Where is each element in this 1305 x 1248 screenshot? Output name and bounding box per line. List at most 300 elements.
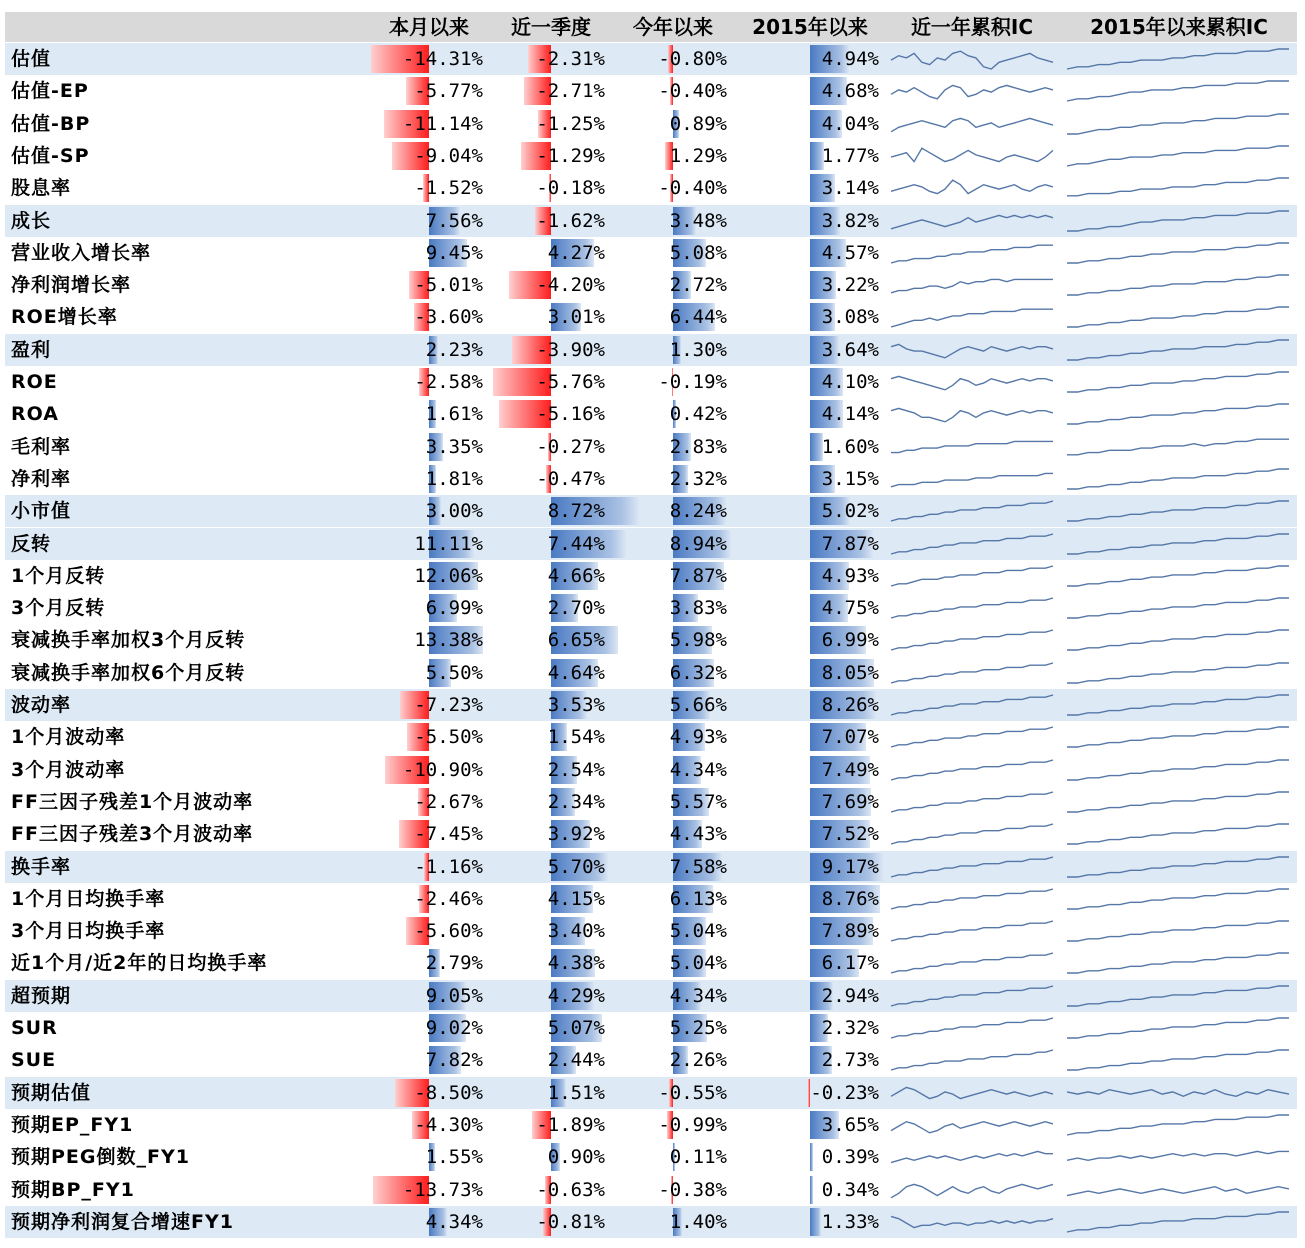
value-label: -0.27% — [536, 435, 605, 458]
ic-1y-sparkline — [889, 851, 1057, 883]
table-header — [5, 12, 1297, 42]
value-label: 7.87% — [821, 532, 879, 555]
value-cell — [615, 366, 731, 398]
value-cell — [615, 754, 731, 786]
value-label: -2.46% — [414, 887, 483, 910]
ic-1y-sparkline — [889, 301, 1057, 333]
value-cell — [493, 1174, 609, 1206]
ic-1y-sparkline — [889, 75, 1057, 107]
ic-1y-sparkline — [889, 947, 1057, 979]
value-label: -0.99% — [658, 1113, 727, 1136]
sparkline-series — [891, 51, 1053, 69]
value-cell — [493, 818, 609, 850]
table-row — [5, 1174, 1297, 1206]
value-cell — [737, 721, 883, 753]
value-cell — [371, 689, 487, 721]
table-row — [5, 818, 1297, 850]
sparkline-series — [1067, 275, 1289, 295]
value-cell — [493, 1141, 609, 1173]
header-ic-since-2015: 2015年以来累积IC — [1090, 15, 1268, 39]
ic-1y-sparkline — [889, 592, 1057, 624]
sparkline-series — [891, 1122, 1053, 1133]
sparkline-series — [1067, 146, 1289, 166]
ic-1y-sparkline — [889, 398, 1057, 430]
value-label: -0.40% — [658, 80, 727, 103]
table-row — [5, 1044, 1297, 1076]
value-label: -13.73% — [402, 1178, 483, 1201]
value-label: -0.55% — [658, 1081, 727, 1104]
sparkline-series — [891, 473, 1053, 486]
value-label: -1.25% — [536, 112, 605, 135]
ic-1y-sparkline — [889, 1044, 1057, 1076]
factor-name: 3个月日均换手率 — [11, 920, 166, 943]
value-label: 8.24% — [669, 500, 727, 523]
value-label: 1.77% — [821, 144, 879, 167]
ic-1y-sparkline — [889, 818, 1057, 850]
value-label: -0.63% — [536, 1178, 605, 1201]
ic-since-2015-sparkline — [1065, 657, 1293, 689]
sparkline-series — [891, 1216, 1053, 1227]
value-label: 1.60% — [821, 435, 879, 458]
factor-name: 小市值 — [11, 500, 72, 523]
value-label: 0.89% — [669, 112, 727, 135]
ic-since-2015-sparkline — [1065, 43, 1293, 75]
value-label: 4.34% — [425, 1210, 483, 1233]
sparkline-series — [1067, 953, 1289, 973]
sparkline-series — [1067, 1212, 1289, 1232]
value-cell — [737, 1012, 883, 1044]
value-cell — [737, 560, 883, 592]
value-label: 7.07% — [821, 726, 879, 749]
sparkline-series — [1067, 1089, 1289, 1096]
value-cell — [737, 398, 883, 430]
ic-1y-sparkline — [889, 205, 1057, 237]
sparkline-series — [891, 663, 1053, 683]
ic-1y-sparkline — [889, 1206, 1057, 1238]
value-cell — [615, 883, 731, 915]
value-cell — [493, 237, 609, 269]
value-cell — [737, 528, 883, 560]
value-cell — [371, 366, 487, 398]
value-cell — [493, 108, 609, 140]
value-cell — [737, 269, 883, 301]
value-cell — [371, 592, 487, 624]
value-cell — [615, 851, 731, 883]
value-cell — [737, 334, 883, 366]
ic-since-2015-sparkline — [1065, 463, 1293, 495]
value-cell — [737, 689, 883, 721]
ic-1y-sparkline — [889, 43, 1057, 75]
sparkline-series — [891, 857, 1053, 877]
value-cell — [493, 560, 609, 592]
value-label: -0.80% — [658, 48, 727, 70]
value-cell — [737, 495, 883, 527]
table-row — [5, 592, 1297, 624]
value-cell — [615, 689, 731, 721]
value-cell — [493, 269, 609, 301]
value-cell — [371, 851, 487, 883]
value-label: 2.32% — [821, 1017, 879, 1039]
value-label: 3.08% — [821, 306, 879, 329]
table-row — [5, 1141, 1297, 1173]
factor-name: 净利率 — [11, 467, 72, 490]
value-cell — [615, 721, 731, 753]
sparkline-series — [1067, 81, 1289, 101]
value-label: 0.90% — [547, 1146, 605, 1169]
value-cell — [371, 1077, 487, 1109]
sparkline-series — [1067, 1018, 1289, 1038]
value-label: -3.90% — [536, 338, 605, 361]
value-label: 2.34% — [547, 790, 605, 813]
value-cell — [371, 463, 487, 495]
factor-name: 3个月反转 — [11, 597, 106, 620]
ic-since-2015-sparkline — [1065, 172, 1293, 204]
sparkline-series — [1067, 211, 1289, 231]
value-label: 5.57% — [669, 790, 727, 813]
value-cell — [737, 851, 883, 883]
value-label: 4.66% — [547, 564, 605, 587]
value-label: 7.82% — [425, 1049, 483, 1072]
value-label: 9.17% — [821, 855, 879, 878]
value-label: -4.30% — [414, 1113, 483, 1136]
value-cell — [493, 980, 609, 1012]
sparkline-series — [891, 792, 1053, 812]
ic-since-2015-sparkline — [1065, 398, 1293, 430]
value-cell — [371, 1109, 487, 1141]
table-row — [5, 205, 1297, 237]
ic-since-2015-sparkline — [1065, 883, 1293, 915]
value-cell — [371, 883, 487, 915]
table-row — [5, 1206, 1297, 1238]
sparkline-series — [891, 409, 1053, 422]
value-label: -14.31% — [402, 48, 483, 70]
ic-1y-sparkline — [889, 366, 1057, 398]
sparkline-series — [891, 566, 1053, 586]
ic-1y-sparkline — [889, 334, 1057, 366]
value-label: 2.72% — [669, 274, 727, 297]
value-cell — [371, 947, 487, 979]
value-label: 1.29% — [669, 144, 727, 167]
ic-1y-sparkline — [889, 657, 1057, 689]
value-label: 4.15% — [547, 887, 605, 910]
value-label: -0.23% — [810, 1081, 879, 1104]
value-label: 12.06% — [414, 564, 483, 587]
ic-1y-sparkline — [889, 495, 1057, 527]
sparkline-series — [1067, 695, 1289, 715]
value-label: 2.94% — [821, 984, 879, 1007]
ic-1y-sparkline — [889, 883, 1057, 915]
value-label: 7.58% — [669, 855, 727, 878]
value-label: 7.44% — [547, 532, 605, 555]
value-label: 13.38% — [414, 629, 483, 652]
sparkline-series — [1067, 857, 1289, 877]
value-cell — [371, 1044, 487, 1076]
sparkline-series — [1067, 340, 1289, 360]
table-row — [5, 334, 1297, 366]
value-cell — [371, 721, 487, 753]
sparkline-series — [1067, 1152, 1289, 1161]
ic-1y-sparkline — [889, 1174, 1057, 1206]
table-row — [5, 657, 1297, 689]
value-cell — [615, 560, 731, 592]
factor-name: 1个月波动率 — [11, 726, 126, 749]
value-cell — [493, 754, 609, 786]
value-label: 4.64% — [547, 661, 605, 684]
value-label: 6.17% — [821, 952, 879, 975]
value-cell — [615, 495, 731, 527]
ic-1y-sparkline — [889, 172, 1057, 204]
value-cell — [371, 334, 487, 366]
ic-1y-sparkline — [889, 786, 1057, 818]
value-cell — [371, 140, 487, 172]
ic-since-2015-sparkline — [1065, 721, 1293, 753]
value-label: 1.54% — [547, 726, 605, 749]
value-label: 3.48% — [669, 209, 727, 232]
value-label: 4.38% — [547, 952, 605, 975]
value-cell — [493, 592, 609, 624]
value-label: -5.16% — [536, 403, 605, 426]
ic-1y-sparkline — [889, 721, 1057, 753]
sparkline-series — [1067, 986, 1289, 1006]
sparkline-series — [891, 215, 1053, 228]
positive-bar — [810, 1143, 813, 1171]
value-cell — [371, 915, 487, 947]
ic-since-2015-sparkline — [1065, 528, 1293, 560]
value-cell — [493, 495, 609, 527]
value-label: 7.87% — [669, 564, 727, 587]
factor-name: SUR — [11, 1017, 58, 1039]
value-cell — [737, 915, 883, 947]
value-cell — [493, 463, 609, 495]
factor-name: 预期EP_FY1 — [11, 1113, 134, 1136]
sparkline-series — [891, 86, 1053, 99]
value-label: 3.14% — [821, 177, 879, 200]
value-cell — [737, 818, 883, 850]
table-row — [5, 172, 1297, 204]
value-cell — [737, 172, 883, 204]
value-label: 3.82% — [821, 209, 879, 232]
value-cell — [493, 1206, 609, 1238]
sparkline-series — [891, 1152, 1053, 1163]
table-row — [5, 1012, 1297, 1044]
value-label: 4.10% — [821, 371, 879, 393]
sparkline-series — [891, 501, 1053, 521]
ic-1y-sparkline — [889, 237, 1057, 269]
value-cell — [615, 43, 731, 75]
value-label: 4.68% — [821, 80, 879, 103]
factor-name: 预期BP_FY1 — [11, 1178, 135, 1201]
value-cell — [371, 172, 487, 204]
ic-1y-sparkline — [889, 1077, 1057, 1109]
table-row — [5, 721, 1297, 753]
sparkline-series — [891, 148, 1053, 161]
ic-1y-sparkline — [889, 1141, 1057, 1173]
value-cell — [371, 1012, 487, 1044]
ic-1y-sparkline — [889, 463, 1057, 495]
value-label: 5.25% — [669, 1017, 727, 1039]
table-row — [5, 463, 1297, 495]
sparkline-series — [891, 953, 1053, 973]
sparkline-series — [1067, 566, 1289, 586]
sparkline-series — [1067, 824, 1289, 844]
value-label: 7.56% — [425, 209, 483, 232]
factor-name: 超预期 — [11, 984, 72, 1007]
factor-name: 估值-BP — [11, 112, 91, 135]
ic-1y-sparkline — [889, 1109, 1057, 1141]
value-label: 6.44% — [669, 306, 727, 329]
value-cell — [493, 947, 609, 979]
value-cell — [615, 237, 731, 269]
value-cell — [737, 140, 883, 172]
value-cell — [737, 947, 883, 979]
value-cell — [737, 463, 883, 495]
value-label: 5.98% — [669, 629, 727, 652]
table-row — [5, 624, 1297, 656]
sparkline-series — [1067, 178, 1289, 196]
factor-name: 估值 — [11, 48, 52, 70]
value-cell — [371, 624, 487, 656]
value-cell — [615, 140, 731, 172]
ic-since-2015-sparkline — [1065, 1206, 1293, 1238]
sparkline-series — [1067, 921, 1289, 941]
value-label: -3.60% — [414, 306, 483, 329]
ic-since-2015-sparkline — [1065, 1174, 1293, 1206]
factor-name: 估值-SP — [11, 144, 90, 167]
ic-since-2015-sparkline — [1065, 495, 1293, 527]
value-cell — [615, 1174, 731, 1206]
value-label: 0.11% — [669, 1146, 727, 1169]
value-label: -2.58% — [414, 371, 483, 393]
table-row — [5, 108, 1297, 140]
value-cell — [737, 754, 883, 786]
value-cell — [493, 657, 609, 689]
value-cell — [615, 786, 731, 818]
sparkline-series — [1067, 439, 1289, 455]
value-label: 7.89% — [821, 920, 879, 943]
value-cell — [615, 1141, 731, 1173]
sparkline-series — [1067, 1186, 1289, 1195]
ic-since-2015-sparkline — [1065, 1077, 1293, 1109]
factor-name: 估值-EP — [11, 80, 89, 103]
sparkline-series — [891, 824, 1053, 844]
ic-since-2015-sparkline — [1065, 301, 1293, 333]
sparkline-series — [1067, 889, 1289, 909]
sparkline-series — [1067, 792, 1289, 812]
ic-since-2015-sparkline — [1065, 366, 1293, 398]
ic-since-2015-sparkline — [1065, 205, 1293, 237]
value-label: 6.13% — [669, 887, 727, 910]
ic-since-2015-sparkline — [1065, 624, 1293, 656]
value-cell — [371, 1141, 487, 1173]
value-label: 0.34% — [821, 1178, 879, 1201]
factor-name: 股息率 — [11, 177, 72, 200]
ic-since-2015-sparkline — [1065, 1012, 1293, 1044]
value-cell — [615, 1012, 731, 1044]
sparkline-series — [891, 1050, 1053, 1070]
value-cell — [737, 786, 883, 818]
value-cell — [615, 269, 731, 301]
value-cell — [371, 754, 487, 786]
value-cell — [737, 624, 883, 656]
table-row — [5, 366, 1297, 398]
value-label: -0.38% — [658, 1178, 727, 1201]
value-cell — [371, 657, 487, 689]
value-cell — [493, 172, 609, 204]
value-label: 2.83% — [669, 435, 727, 458]
table-row — [5, 851, 1297, 883]
sparkline-series — [891, 986, 1053, 1006]
ic-since-2015-sparkline — [1065, 1109, 1293, 1141]
table-row — [5, 1109, 1297, 1141]
value-label: 4.43% — [669, 823, 727, 846]
table-row — [5, 301, 1297, 333]
value-cell — [371, 301, 487, 333]
value-label: 5.66% — [669, 694, 727, 716]
factor-name: 换手率 — [11, 855, 72, 878]
value-cell — [371, 818, 487, 850]
value-cell — [615, 334, 731, 366]
sparkline-series — [1067, 1050, 1289, 1070]
value-label: -10.90% — [402, 758, 483, 781]
value-label: -1.89% — [536, 1113, 605, 1136]
factor-name: 预期净利润复合增速FY1 — [11, 1210, 234, 1233]
table-row — [5, 786, 1297, 818]
sparkline-series — [891, 118, 1053, 131]
table-row — [5, 689, 1297, 721]
value-label: 7.52% — [821, 823, 879, 846]
value-label: 3.22% — [821, 274, 879, 297]
value-cell — [493, 624, 609, 656]
ic-since-2015-sparkline — [1065, 947, 1293, 979]
ic-since-2015-sparkline — [1065, 915, 1293, 947]
value-cell — [493, 689, 609, 721]
value-label: -2.31% — [536, 48, 605, 70]
value-cell — [615, 1206, 731, 1238]
value-cell — [493, 1044, 609, 1076]
factor-name: 预期PEG倒数_FY1 — [11, 1146, 190, 1169]
value-cell — [615, 1109, 731, 1141]
factor-name: 营业收入增长率 — [11, 241, 152, 264]
ic-since-2015-sparkline — [1065, 689, 1293, 721]
factor-name: FF三因子残差3个月波动率 — [11, 823, 254, 846]
value-cell — [615, 1044, 731, 1076]
value-label: -2.71% — [536, 80, 605, 103]
ic-since-2015-sparkline — [1065, 851, 1293, 883]
value-cell — [615, 624, 731, 656]
factor-name: FF三因子残差1个月波动率 — [11, 790, 254, 813]
value-cell — [737, 366, 883, 398]
value-cell — [737, 301, 883, 333]
value-label: 2.54% — [547, 758, 605, 781]
sparkline-series — [891, 1087, 1053, 1098]
value-cell — [493, 301, 609, 333]
value-label: -0.47% — [536, 467, 605, 490]
value-label: -8.50% — [414, 1081, 483, 1104]
value-cell — [615, 463, 731, 495]
value-label: 3.00% — [425, 500, 483, 523]
value-cell — [737, 108, 883, 140]
value-cell — [371, 237, 487, 269]
table-row — [5, 495, 1297, 527]
ic-since-2015-sparkline — [1065, 980, 1293, 1012]
value-cell — [615, 980, 731, 1012]
positive-bar — [810, 1176, 813, 1204]
ic-since-2015-sparkline — [1065, 140, 1293, 172]
value-cell — [737, 205, 883, 237]
value-label: 4.27% — [547, 241, 605, 264]
value-cell — [493, 398, 609, 430]
factor-name: 1个月日均换手率 — [11, 887, 166, 910]
